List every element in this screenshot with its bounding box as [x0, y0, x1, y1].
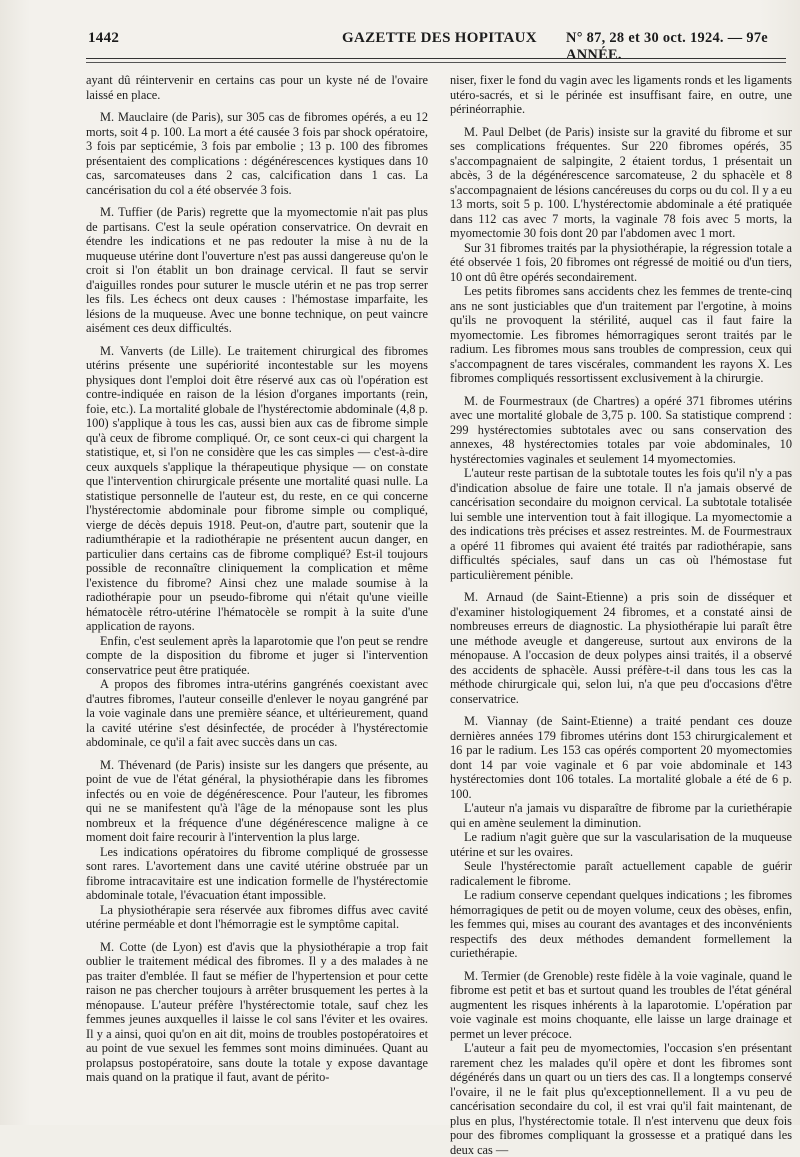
paragraph: Sur 31 fibromes traités par la physiothérapie, la régression totale a été observée 1 fois, 20 fibromes ont régressé de moitié ou d'un tiers, 10 ont dû être opérés secondairement. — [450, 240, 792, 284]
paragraph: M. Paul Delbet (de Paris) insiste sur la gravité du fibrome et sur ses complications fréquentes. Sur 220 fibromes opérés, 35 s'accompagnaient de salpingite, 2 étaient tordus, 1 présentait un abcès, 3 de la dégénérescence sarcomateuse, 2 du sphacèle et 8 s'accompagnaient de lésions cancéreuses du corps ou du col. Il y a eu 13 morts, soit 5 p. 100. L'hystérectomie abdominale a été pratiquée dans 112 cas avec 7 morts, la vaginale 78 fois avec 5 morts, la myomectomie 30 fois dont 20 par l'abdomen avec 1 mort. — [450, 124, 792, 240]
paragraph: Les petits fibromes sans accidents chez les femmes de trente-cinq ans ne sont justiciables que d'un traitement par l'ergotine, à moins qu'ils ne provoquent la stérilité, auquel cas il faut faire la myomectomie. Les fibromes hémorragiques seront traités par le radium. Les fibromes mous sans troubles de compression, ceux qui s'accompagnent de tares viscérales, commandent les rayons X. Les fibromes compliqués ressortissent exclusivement à la chirurgie. — [450, 284, 792, 385]
paragraph: A propos des fibromes intra-utérins gangrénés coexistant avec d'autres fibromes, l'auteur conseille d'enlever le noyau gangréné par la voie vaginale dans une première séance, et ultérieurement, quand la cavité utérine s'est désinfectée, de procéder à l'hystérectomie abdominale, ce qu'il a fait avec succès dans un cas. — [86, 677, 428, 749]
paragraph: Enfin, c'est seulement après la laparotomie que l'on peut se rendre compte de la disposition du fibrome et juger si l'intervention conservatrice peut être pratiquée. — [86, 633, 428, 677]
page-number: 1442 — [88, 30, 120, 46]
page-header — [88, 30, 788, 63]
issue-info: N° 87, 28 et 30 oct. 1924. — 97e ANNÉE. — [566, 30, 768, 63]
right-column — [450, 73, 792, 1157]
paragraph: M. Cotte (de Lyon) est d'avis que la physiothérapie a trop fait oublier le traitement médical des fibromes. Il y a des malades à ne pas traiter d'emblée. Il faut se méfier de l'hypertension et pour cette raison ne pas chercher toujours à arrêter brusquement les pertes à la ménopause. L'auteur préfère l'hystérectomie totale, sauf chez les femmes jeunes auxquelles il laisse le col sans l'éviter et les ovaires. Il y a ainsi, quoi qu'on en ait dit, moins de troubles postopératoires et au point de vue sexuel les femmes sont moins diminuées. Quant au prolapsus postopératoire, sans doute la totale y expose davantage mais quand on la pratique il faut, avant de périto- — [86, 939, 428, 1084]
paragraph: M. de Fourmestraux (de Chartres) a opéré 371 fibromes utérins avec une mortalité globale de 3,75 p. 100. Sa statistique comprend : 299 hystérectomies subtotales avec ou sans conservation des annexes, 48 hystérectomies totales par voie abdominales, 10 hystérectomies vaginales et seulement 14 myomectomies. — [450, 393, 792, 466]
header-rule-thin — [86, 62, 786, 63]
paragraph: Le radium conserve cependant quelques indications ; les fibromes hémorragiques de petit ou de moyen volume, ceux des obèses, enfin, les femmes qui, mises au courant des avantages et des inconvénients respectifs des deux méthodes demandent formellement la curiethérapie. — [450, 888, 792, 960]
paragraph: Le radium n'agit guère que sur la vascularisation de la muqueuse utérine et sur les ovaires. — [450, 830, 792, 859]
paragraph: L'auteur reste partisan de la subtotale toutes les fois qu'il n'y a pas d'indication absolue de faire une totale. Il n'a jamais observé de cancérisation secondaire du moignon cervical. La subtotale totalisée lui semble une intervention tout à fait illogique. La myomectomie a des indications très précises et assez restreintes. M. de Fourmestraux a opéré 11 fibromes qui avaient été traités par radiothérapie, sans difficultés spéciales, sauf dans un cas où l'hémostase fut particulièrement pénible. — [450, 466, 792, 582]
paragraph: L'auteur a fait peu de myomectomies, l'occasion s'en présentant rarement chez les malades qu'il opère et dont les fibromes sont dégénérés dans un quart ou un tiers des cas. Il a longtemps conservé l'ovaire, il ne le fait plus qu'exceptionnellement. Il a vu peu de cancérisation secondaire du col, il est vrai qu'il fait maintenant, de plus en plus, l'hystérectomie totale. Il n'est intervenu que deux fois pour des fibromes compliquant la grossesse et a pratiqué dans les deux cas — — [450, 1041, 792, 1157]
paragraph: L'auteur n'a jamais vu disparaître de fibrome par la curiethérapie qui en amène seulement la diminution. — [450, 801, 792, 830]
paragraph: ayant dû réintervenir en certains cas pour un kyste né de l'ovaire laissé en place. — [86, 73, 428, 102]
paragraph: M. Vanverts (de Lille). Le traitement chirurgical des fibromes utérins présente une supériorité incontestable sur les moyens physiques dont l'emploi doit être réservé aux cas où l'opération est contre-indiquée en raison de la lésion d'organes importants (rein, foie, etc.). La mortalité globale de l'hystérectomie abdominale (4,8 p. 100) s'applique à tous les cas, aussi bien aux cas de fibrome simple qu'à ceux de fibrome compliqué. Or, ce sont ceux-ci qui chargent la statistique, et, si l'on ne considère que les cas simples — c'est-à-dire ceux auxquels s'applique la thérapeutique physique — on constate que l'intervention chirurgicale présente une mortalité quasi nulle. La statistique personnelle de l'auteur est, du reste, en ce qui concerne l'hystérectomie abdominale pour fibrome simple ou compliqué, vierge de décès depuis 1918. Peut-on, d'autre part, soutenir que la radiumthérapie et la radiothérapie ne présentent aucun danger, en particulier dans certains cas de fibrome compliqué? Est-il toujours possible de reconnaître cliniquement la complication et même l'existence du fibrome? Ainsi chez une malade soumise à la radiothérapie pour un pseudo-fibrome qui n'était qu'une vieille hématocèle rétro-utérine l'hématocèle se rompit à la suite d'une application de rayons. — [86, 343, 428, 633]
paragraph: niser, fixer le fond du vagin avec les ligaments ronds et les ligaments utéro-sacrés, et si le périnée est insuffisant faire, en outre, une périnéorraphie. — [450, 73, 792, 116]
paragraph: M. Viannay (de Saint-Etienne) a traité pendant ces douze dernières années 179 fibromes utérins dont 153 chirurgicalement et 16 par le radium. Les 153 cas opérés comportent 20 myomectomies dont 14 par voie vaginale et 6 par voie abdominale et 143 hystérectomies dont 106 totales. La mortalité globale a été de 6 p. 100. — [450, 714, 792, 801]
journal-title: GAZETTE DES HOPITAUX — [342, 30, 537, 46]
left-column — [86, 73, 428, 1113]
paragraph: M. Arnaud (de Saint-Etienne) a pris soin de disséquer et d'examiner histologiquement 24 fibromes, et a constaté ainsi de nombreuses erreurs de diagnostic. La physiothérapie lui paraît être une méthode aveugle et dangereuse, surtout aux environs de la ménopause. A l'occasion de deux polypes ainsi traités, il a observé des accidents de sphacèle. Aussi préfère-t-il dans tous les cas la méthode chirurgicale qui, selon lui, n'a que peu d'occasions d'être conservatrice. — [450, 590, 792, 706]
paragraph: M. Tuffier (de Paris) regrette que la myomectomie n'ait pas plus de partisans. C'est la seule opération conservatrice. On devrait en étendre les indications et ne pas redouter la mise à nu de la muqueuse utérine dont l'ouverture n'est pas aussi dangereuse qu'on le croit si l'on établit un bon drainage cervical. Il faut se servir d'aiguilles rondes pour suturer le muscle utérin et ne pas trop serrer les fils. Les échecs ont deux causes : l'hémostase imparfaite, les lésions de la muqueuse. Avec une bonne technique, on peut vaincre aisément ces deux difficultés. — [86, 205, 428, 335]
paragraph: M. Thévenard (de Paris) insiste sur les dangers que présente, au point de vue de l'état général, la physiothérapie dans les fibromes infectés ou en voie de dégénérescence. Pour l'auteur, les fibromes qui ne se manifestent qu'à l'âge de la ménopause sont les plus nombreux et la fréquence d'une dégénérescence maligne à ce moment doit faire recourir à l'intervention la plus large. — [86, 757, 428, 844]
header-rule — [86, 58, 786, 59]
paragraph: La physiothérapie sera réservée aux fibromes diffus avec cavité utérine perméable et dont l'hémorragie est le symptôme capital. — [86, 902, 428, 931]
paragraph: Les indications opératoires du fibrome compliqué de grossesse sont rares. L'avortement dans une cavité utérine obstruée par un fibrome intracavitaire est une indication formelle de l'hystérectomie abdominale totale, l'évacuation étant impossible. — [86, 844, 428, 902]
paragraph: Seule l'hystérectomie paraît actuellement capable de guérir radicalement le fibrome. — [450, 859, 792, 888]
paragraph: M. Mauclaire (de Paris), sur 305 cas de fibromes opérés, a eu 12 morts, soit 4 p. 100. La mort a été causée 3 fois par shock opératoire, 3 fois par septicémie, 3 fois par embolie ; 13 p. 100 des fibromes présentaient des complications : dégénérescences kystiques dans 10 cas, sarcomateuses dans 2 cas, calcification dans 1 cas. La cancérisation du col a été observée 3 fois. — [86, 110, 428, 197]
paragraph: M. Termier (de Grenoble) reste fidèle à la voie vaginale, quand le fibrome est petit et bas et surtout quand les troubles de l'état général augmentent les risques inhérents à la laparotomie. L'opération par voie vaginale est moins choquante, elle laisse un large drainage et permet un lever précoce. — [450, 968, 792, 1041]
